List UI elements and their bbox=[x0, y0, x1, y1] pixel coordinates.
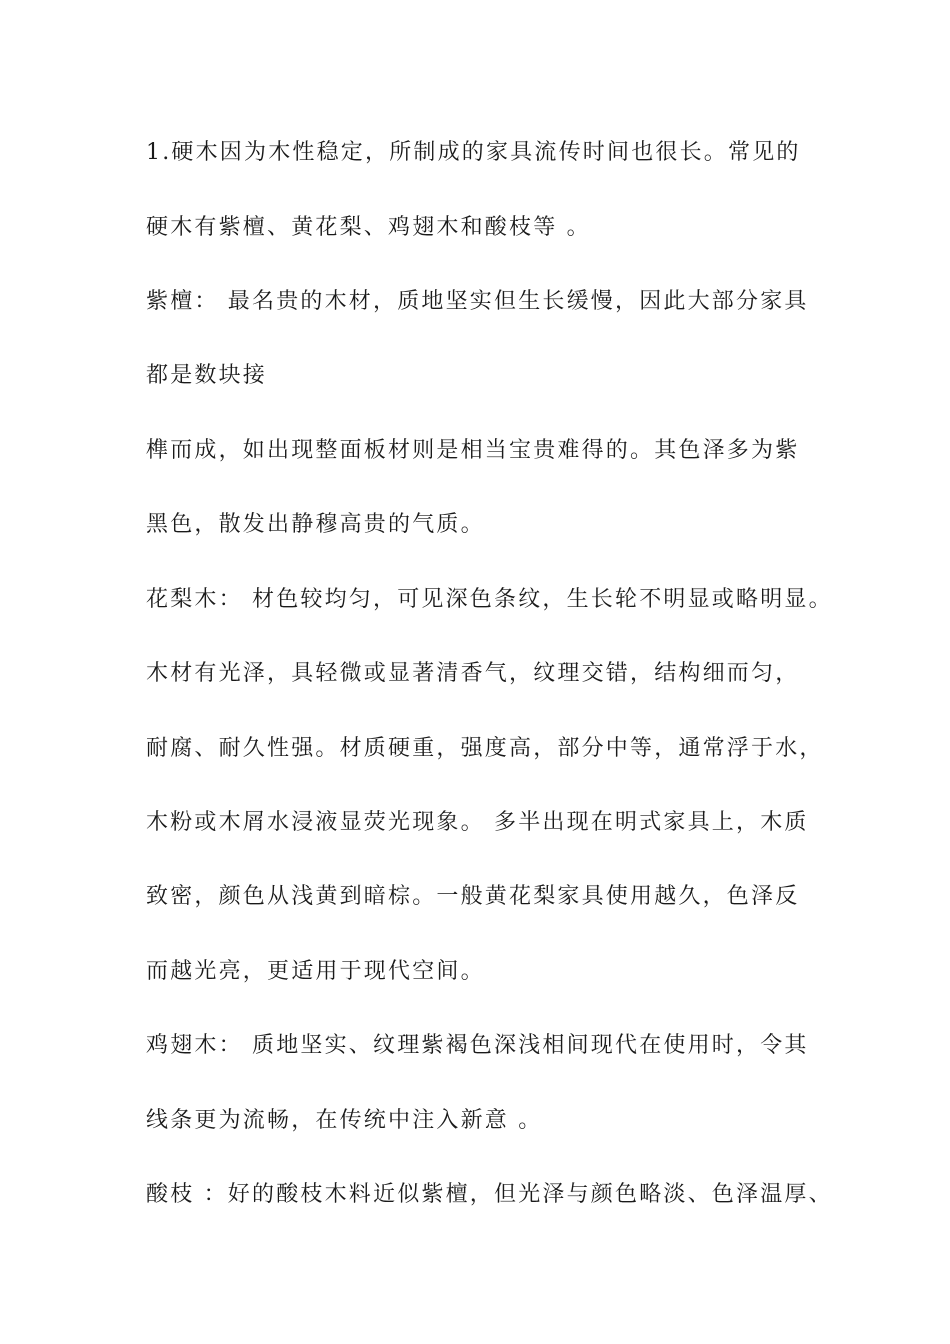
text-line: 致密，颜色从浅黄到暗棕。一般黄花梨家具使用越久，色泽反 bbox=[146, 884, 800, 909]
text-line: 木粉或木屑水浸液显荧光现象。 多半出现在明式家具上，木质 bbox=[146, 810, 809, 835]
text-line: 紫檀： 最名贵的木材，质地坚实但生长缓慢，因此大部分家具 bbox=[146, 289, 809, 314]
text-line: 黑色，散发出静穆高贵的气质。 bbox=[146, 512, 485, 537]
text-line: 而越光亮，更适用于现代空间。 bbox=[146, 959, 485, 984]
text-line: 1.硬木因为木性稳定，所制成的家具流传时间也很长。常见的 bbox=[146, 140, 801, 165]
text-line: 酸枝 ：好的酸枝木料近似紫檀，但光泽与颜色略淡、色泽温厚、 bbox=[146, 1182, 833, 1207]
text-line: 都是数块接 bbox=[146, 363, 268, 388]
text-line: 木材有光泽，具轻微或显著清香气，纹理交错，结构细而匀， bbox=[146, 661, 800, 686]
text-line: 鸡翅木： 质地坚实、纹理紫褐色深浅相间现代在使用时，令其 bbox=[146, 1033, 809, 1058]
text-line: 线条更为流畅，在传统中注入新意 。 bbox=[146, 1108, 543, 1133]
text-line: 硬木有紫檀、黄花梨、鸡翅木和酸枝等 。 bbox=[146, 215, 591, 240]
text-line: 榫而成，如出现整面板材则是相当宝贵难得的。其色泽多为紫 bbox=[146, 438, 800, 463]
text-line: 花梨木： 材色较均匀，可见深色条纹，生长轮不明显或略明显。 bbox=[146, 587, 833, 612]
text-line: 耐腐、耐久性强。材质硬重，强度高，部分中等，通常浮于水， bbox=[146, 736, 824, 761]
